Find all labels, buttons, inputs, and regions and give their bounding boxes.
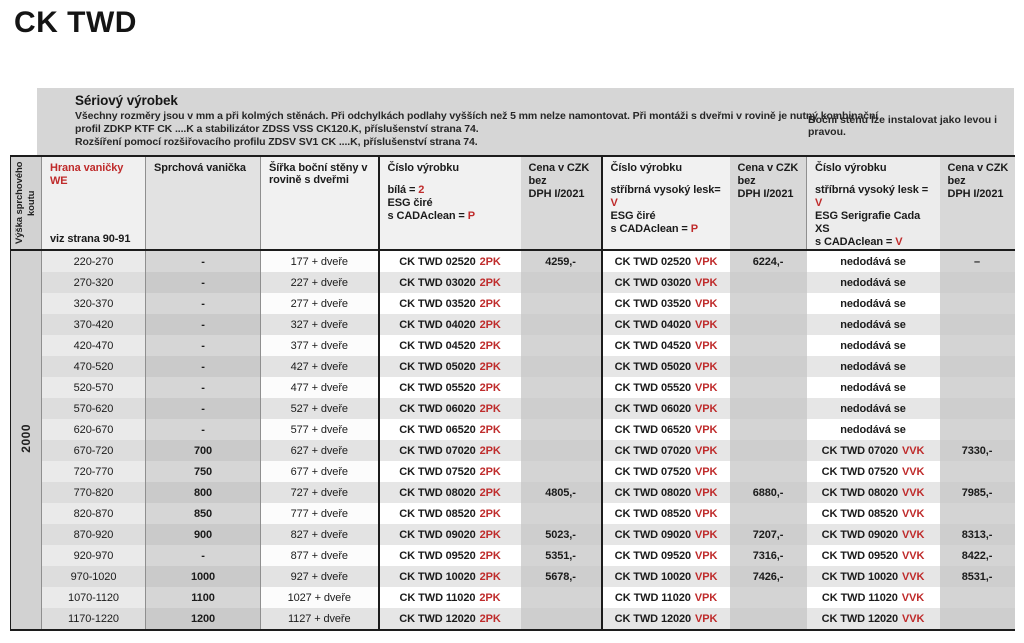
price-vvk-cell bbox=[940, 335, 1015, 356]
product-vpk-cell: CK TWD 12020 VPK bbox=[602, 608, 730, 630]
header-price-col-1: Cena v CZK bez DPH I/2021 bbox=[521, 156, 602, 250]
product-serigraphy-title: Číslo výrobku bbox=[815, 162, 887, 174]
width-cell: 327 + dveře bbox=[261, 314, 379, 335]
product-vvk-cell: CK TWD 07020 VVK bbox=[807, 440, 940, 461]
width-cell: 427 + dveře bbox=[261, 356, 379, 377]
width-cell: 777 + dveře bbox=[261, 503, 379, 524]
price-vpk-cell bbox=[730, 356, 807, 377]
table-row bbox=[11, 272, 1015, 293]
product-vvk-cell: CK TWD 12020 VVK bbox=[807, 608, 940, 630]
tray-cell: - bbox=[146, 314, 261, 335]
range-cell: 1170-1220 bbox=[42, 608, 146, 630]
price-2pk-cell bbox=[521, 440, 602, 461]
width-cell: 877 + dveře bbox=[261, 545, 379, 566]
range-cell: 670-720 bbox=[42, 440, 146, 461]
product-vpk-cell: CK TWD 09520 VPK bbox=[602, 545, 730, 566]
product-2pk-cell: CK TWD 12020 2PK bbox=[379, 608, 521, 630]
range-cell: 270-320 bbox=[42, 272, 146, 293]
range-cell: 370-420 bbox=[42, 314, 146, 335]
table-row bbox=[11, 419, 1015, 440]
price-vpk-cell bbox=[730, 608, 807, 630]
price-vpk-cell: 7316,- bbox=[730, 545, 807, 566]
table-row bbox=[11, 524, 1015, 545]
header-edge-col bbox=[42, 156, 146, 250]
header-tray-col: Sprchová vanička bbox=[146, 156, 261, 250]
range-cell: 770-820 bbox=[42, 482, 146, 503]
range-cell: 520-570 bbox=[42, 377, 146, 398]
range-cell: 470-520 bbox=[42, 356, 146, 377]
product-vpk-cell: CK TWD 06020 VPK bbox=[602, 398, 730, 419]
range-cell: 820-870 bbox=[42, 503, 146, 524]
table-row bbox=[11, 440, 1015, 461]
tray-cell: 1000 bbox=[146, 566, 261, 587]
price-vpk-cell: 6224,- bbox=[730, 250, 807, 272]
product-vpk-cell: CK TWD 07520 VPK bbox=[602, 461, 730, 482]
tray-cell: - bbox=[146, 356, 261, 377]
price-2pk-cell bbox=[521, 356, 602, 377]
intro-side-note: Boční stěnu lze instalovat jako levou i pravou. bbox=[808, 114, 998, 138]
header-height-col bbox=[11, 156, 42, 250]
product-vvk-cell: nedodává se bbox=[807, 398, 940, 419]
price-2pk-cell bbox=[521, 272, 602, 293]
tray-cell: 700 bbox=[146, 440, 261, 461]
header-width-col: Šířka boční stěny v rovině s dveřmi bbox=[261, 156, 379, 250]
tray-cell: - bbox=[146, 377, 261, 398]
product-vpk-cell: CK TWD 10020 VPK bbox=[602, 566, 730, 587]
intro-band bbox=[37, 88, 1014, 155]
price-vvk-cell bbox=[940, 587, 1015, 608]
header-price-col-2: Cena v CZK bez DPH I/2021 bbox=[730, 156, 807, 250]
range-cell: 720-770 bbox=[42, 461, 146, 482]
range-cell: 420-470 bbox=[42, 335, 146, 356]
product-vvk-cell: nedodává se bbox=[807, 250, 940, 272]
width-cell: 227 + dveře bbox=[261, 272, 379, 293]
product-vpk-cell: CK TWD 07020 VPK bbox=[602, 440, 730, 461]
table-row bbox=[11, 398, 1015, 419]
price-vpk-cell bbox=[730, 440, 807, 461]
price-vvk-cell: 7985,- bbox=[940, 482, 1015, 503]
product-2pk-cell: CK TWD 03520 2PK bbox=[379, 293, 521, 314]
table-row bbox=[11, 566, 1015, 587]
price-vpk-cell bbox=[730, 587, 807, 608]
table-body bbox=[11, 250, 1015, 630]
product-vvk-cell: nedodává se bbox=[807, 314, 940, 335]
price-vvk-cell bbox=[940, 398, 1015, 419]
width-cell: 527 + dveře bbox=[261, 398, 379, 419]
width-cell: 477 + dveře bbox=[261, 377, 379, 398]
product-2pk-cell: CK TWD 04520 2PK bbox=[379, 335, 521, 356]
price-vpk-cell bbox=[730, 314, 807, 335]
edge-code: WE bbox=[50, 175, 68, 187]
product-2pk-cell: CK TWD 05020 2PK bbox=[379, 356, 521, 377]
price-2pk-cell: 4259,- bbox=[521, 250, 602, 272]
product-2pk-cell: CK TWD 09520 2PK bbox=[379, 545, 521, 566]
width-cell: 1027 + dveře bbox=[261, 587, 379, 608]
width-cell: 1127 + dveře bbox=[261, 608, 379, 630]
product-vvk-cell: CK TWD 07520 VVK bbox=[807, 461, 940, 482]
product-2pk-cell: CK TWD 06020 2PK bbox=[379, 398, 521, 419]
product-vvk-cell: nedodává se bbox=[807, 335, 940, 356]
tray-cell: 800 bbox=[146, 482, 261, 503]
width-cell: 727 + dveře bbox=[261, 482, 379, 503]
width-cell: 927 + dveře bbox=[261, 566, 379, 587]
product-vpk-cell: CK TWD 04520 VPK bbox=[602, 335, 730, 356]
product-vvk-cell: nedodává se bbox=[807, 272, 940, 293]
range-cell: 970-1020 bbox=[42, 566, 146, 587]
product-vvk-cell: nedodává se bbox=[807, 293, 940, 314]
product-vpk-cell: CK TWD 04020 VPK bbox=[602, 314, 730, 335]
product-2pk-cell: CK TWD 07520 2PK bbox=[379, 461, 521, 482]
product-vvk-cell: CK TWD 11020 VVK bbox=[807, 587, 940, 608]
product-vvk-cell: nedodává se bbox=[807, 377, 940, 398]
product-white-title: Číslo výrobku bbox=[387, 162, 459, 174]
range-cell: 920-970 bbox=[42, 545, 146, 566]
price-vpk-cell: 7426,- bbox=[730, 566, 807, 587]
width-cell: 277 + dveře bbox=[261, 293, 379, 314]
price-vpk-cell bbox=[730, 335, 807, 356]
product-2pk-cell: CK TWD 06520 2PK bbox=[379, 419, 521, 440]
price-vpk-cell bbox=[730, 398, 807, 419]
edge-title: Hrana vaničky bbox=[50, 162, 124, 174]
product-2pk-cell: CK TWD 10020 2PK bbox=[379, 566, 521, 587]
price-vvk-cell bbox=[940, 356, 1015, 377]
tray-cell: 900 bbox=[146, 524, 261, 545]
product-2pk-cell: CK TWD 09020 2PK bbox=[379, 524, 521, 545]
width-cell: 827 + dveře bbox=[261, 524, 379, 545]
product-vpk-cell: CK TWD 03020 VPK bbox=[602, 272, 730, 293]
product-2pk-cell: CK TWD 08520 2PK bbox=[379, 503, 521, 524]
width-cell: 677 + dveře bbox=[261, 461, 379, 482]
price-2pk-cell bbox=[521, 398, 602, 419]
intro-heading: Sériový výrobek bbox=[75, 93, 178, 108]
product-vvk-cell: nedodává se bbox=[807, 419, 940, 440]
width-cell: 627 + dveře bbox=[261, 440, 379, 461]
table-row bbox=[11, 545, 1015, 566]
height-value-cell bbox=[11, 250, 42, 630]
tray-cell: - bbox=[146, 335, 261, 356]
table-row bbox=[11, 587, 1015, 608]
price-vvk-cell: 8422,- bbox=[940, 545, 1015, 566]
price-vvk-cell bbox=[940, 293, 1015, 314]
height-value: 2000 bbox=[19, 424, 33, 453]
range-cell: 220-270 bbox=[42, 250, 146, 272]
table-row bbox=[11, 293, 1015, 314]
width-cell: 177 + dveře bbox=[261, 250, 379, 272]
price-vvk-cell bbox=[940, 608, 1015, 630]
price-2pk-cell bbox=[521, 503, 602, 524]
price-vvk-cell: 7330,- bbox=[940, 440, 1015, 461]
tray-cell: - bbox=[146, 545, 261, 566]
product-vvk-cell: CK TWD 10020 VVK bbox=[807, 566, 940, 587]
range-cell: 870-920 bbox=[42, 524, 146, 545]
product-vpk-cell: CK TWD 05020 VPK bbox=[602, 356, 730, 377]
price-2pk-cell bbox=[521, 335, 602, 356]
table-row bbox=[11, 482, 1015, 503]
intro-line-3: Rozšíření pomocí rozšiřovacího profilu ZDSV SV1 CK ....K, příslušenství strana 74. bbox=[75, 136, 478, 148]
range-cell: 620-670 bbox=[42, 419, 146, 440]
product-2pk-cell: CK TWD 05520 2PK bbox=[379, 377, 521, 398]
product-vvk-cell: CK TWD 09520 VVK bbox=[807, 545, 940, 566]
tray-cell: - bbox=[146, 250, 261, 272]
product-vpk-cell: CK TWD 06520 VPK bbox=[602, 419, 730, 440]
price-vvk-cell bbox=[940, 461, 1015, 482]
price-vpk-cell bbox=[730, 293, 807, 314]
header-product-silver-col: Číslo výrobku stříbrná vysoký lesk= V ESG čiré s CADAclean = P bbox=[602, 156, 730, 250]
product-vvk-cell: CK TWD 08020 VVK bbox=[807, 482, 940, 503]
table-row bbox=[11, 608, 1015, 630]
price-vvk-cell bbox=[940, 314, 1015, 335]
price-2pk-cell bbox=[521, 293, 602, 314]
intro-line-1: Všechny rozměry jsou v mm a při kolmých stěnách. Při odchylkách podlahy vyšších než 5 mm nelze namontovat. Při montáži s dveřmi v rovině je nutný kombinační bbox=[75, 110, 879, 122]
price-2pk-cell bbox=[521, 314, 602, 335]
product-vvk-cell: nedodává se bbox=[807, 356, 940, 377]
intro-line-2: profil ZDKP KTF CK ....K a stabilizátor ZDSS VSS CK120.K, příslušenství strana 74. bbox=[75, 123, 479, 135]
product-vpk-cell: CK TWD 05520 VPK bbox=[602, 377, 730, 398]
price-2pk-cell: 5678,- bbox=[521, 566, 602, 587]
product-vpk-cell: CK TWD 08020 VPK bbox=[602, 482, 730, 503]
range-cell: 320-370 bbox=[42, 293, 146, 314]
header-price-col-3: Cena v CZK bez DPH I/2021 bbox=[940, 156, 1015, 250]
height-col-label: Výška sprchového koutu bbox=[14, 161, 37, 245]
price-2pk-cell: 5023,- bbox=[521, 524, 602, 545]
product-silver-title: Číslo výrobku bbox=[610, 162, 682, 174]
tray-cell: - bbox=[146, 272, 261, 293]
price-vpk-cell bbox=[730, 272, 807, 293]
range-cell: 570-620 bbox=[42, 398, 146, 419]
product-2pk-cell: CK TWD 04020 2PK bbox=[379, 314, 521, 335]
product-2pk-cell: CK TWD 03020 2PK bbox=[379, 272, 521, 293]
products-table bbox=[10, 155, 1015, 631]
tray-cell: 1100 bbox=[146, 587, 261, 608]
tray-cell: - bbox=[146, 293, 261, 314]
range-cell: 1070-1120 bbox=[42, 587, 146, 608]
price-vvk-cell: 8531,- bbox=[940, 566, 1015, 587]
product-2pk-cell: CK TWD 08020 2PK bbox=[379, 482, 521, 503]
price-2pk-cell bbox=[521, 461, 602, 482]
product-2pk-cell: CK TWD 07020 2PK bbox=[379, 440, 521, 461]
price-vvk-cell bbox=[940, 377, 1015, 398]
product-vpk-cell: CK TWD 11020 VPK bbox=[602, 587, 730, 608]
product-vpk-cell: CK TWD 02520 VPK bbox=[602, 250, 730, 272]
table-row bbox=[11, 503, 1015, 524]
edge-note: viz strana 90-91 bbox=[50, 233, 131, 245]
header-product-white-col: Číslo výrobku bílá = 2 ESG čiré s CADAclean = P bbox=[379, 156, 521, 250]
tray-cell: - bbox=[146, 419, 261, 440]
price-2pk-cell: 5351,- bbox=[521, 545, 602, 566]
table-header-row bbox=[11, 156, 1015, 250]
product-vpk-cell: CK TWD 09020 VPK bbox=[602, 524, 730, 545]
width-cell: 577 + dveře bbox=[261, 419, 379, 440]
price-2pk-cell bbox=[521, 377, 602, 398]
table-row bbox=[11, 335, 1015, 356]
price-vvk-cell bbox=[940, 419, 1015, 440]
product-vpk-cell: CK TWD 03520 VPK bbox=[602, 293, 730, 314]
product-vvk-cell: CK TWD 09020 VVK bbox=[807, 524, 940, 545]
header-product-serigraphy-col: Číslo výrobku stříbrná vysoký lesk = V ESG Serigrafie Cada XS s CADAclean = V bbox=[807, 156, 940, 250]
tray-cell: - bbox=[146, 398, 261, 419]
table-row bbox=[11, 356, 1015, 377]
table-row bbox=[11, 250, 1015, 272]
product-vvk-cell: CK TWD 08520 VVK bbox=[807, 503, 940, 524]
table-row bbox=[11, 377, 1015, 398]
price-vpk-cell: 6880,- bbox=[730, 482, 807, 503]
tray-cell: 750 bbox=[146, 461, 261, 482]
tray-cell: 1200 bbox=[146, 608, 261, 630]
table-row bbox=[11, 461, 1015, 482]
product-2pk-cell: CK TWD 11020 2PK bbox=[379, 587, 521, 608]
price-2pk-cell bbox=[521, 608, 602, 630]
price-vpk-cell bbox=[730, 419, 807, 440]
price-vpk-cell bbox=[730, 503, 807, 524]
price-2pk-cell: 4805,- bbox=[521, 482, 602, 503]
price-2pk-cell bbox=[521, 587, 602, 608]
price-vpk-cell: 7207,- bbox=[730, 524, 807, 545]
width-cell: 377 + dveře bbox=[261, 335, 379, 356]
price-2pk-cell bbox=[521, 419, 602, 440]
price-vpk-cell bbox=[730, 461, 807, 482]
page-title: CK TWD bbox=[14, 6, 137, 39]
price-vpk-cell bbox=[730, 377, 807, 398]
price-vvk-cell bbox=[940, 503, 1015, 524]
product-2pk-cell: CK TWD 02520 2PK bbox=[379, 250, 521, 272]
price-vvk-cell bbox=[940, 272, 1015, 293]
price-vvk-cell: – bbox=[940, 250, 1015, 272]
table-row bbox=[11, 314, 1015, 335]
product-vpk-cell: CK TWD 08520 VPK bbox=[602, 503, 730, 524]
price-vvk-cell: 8313,- bbox=[940, 524, 1015, 545]
tray-cell: 850 bbox=[146, 503, 261, 524]
